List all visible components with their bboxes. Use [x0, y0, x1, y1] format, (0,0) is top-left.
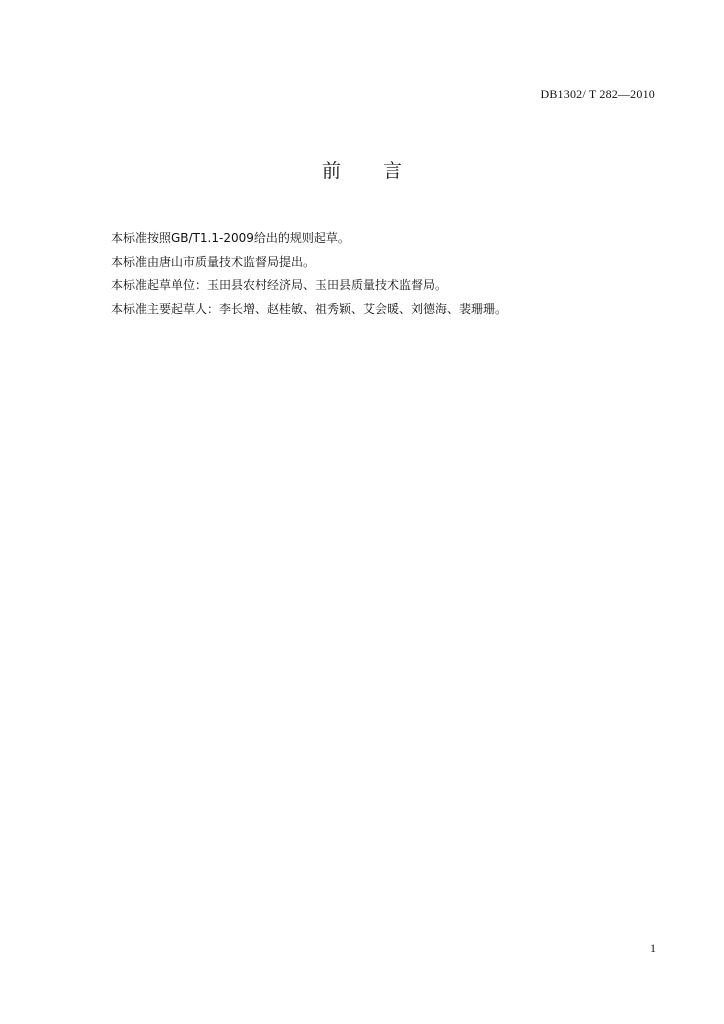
paragraph-drafting-units: 本标准起草单位：玉田县农村经济局、玉田县质量技术监督局。 — [111, 278, 448, 293]
page-number: 1 — [650, 941, 656, 955]
paragraph-proposed-by: 本标准由唐山市质量技术监督局提出。 — [111, 254, 316, 269]
standard-code: DB1302/ T 282—2010 — [540, 87, 655, 101]
paragraph-drafting-rules: 本标准按照GB/T1.1-2009给出的规则起草。 — [111, 231, 350, 245]
page-title: 前言 — [321, 160, 444, 182]
foreword-body — [111, 227, 507, 321]
paragraph-main-drafters: 本标准主要起草人：李长增、赵桂敏、祖秀颖、艾会暖、刘德海、裴珊珊。 — [111, 301, 508, 316]
